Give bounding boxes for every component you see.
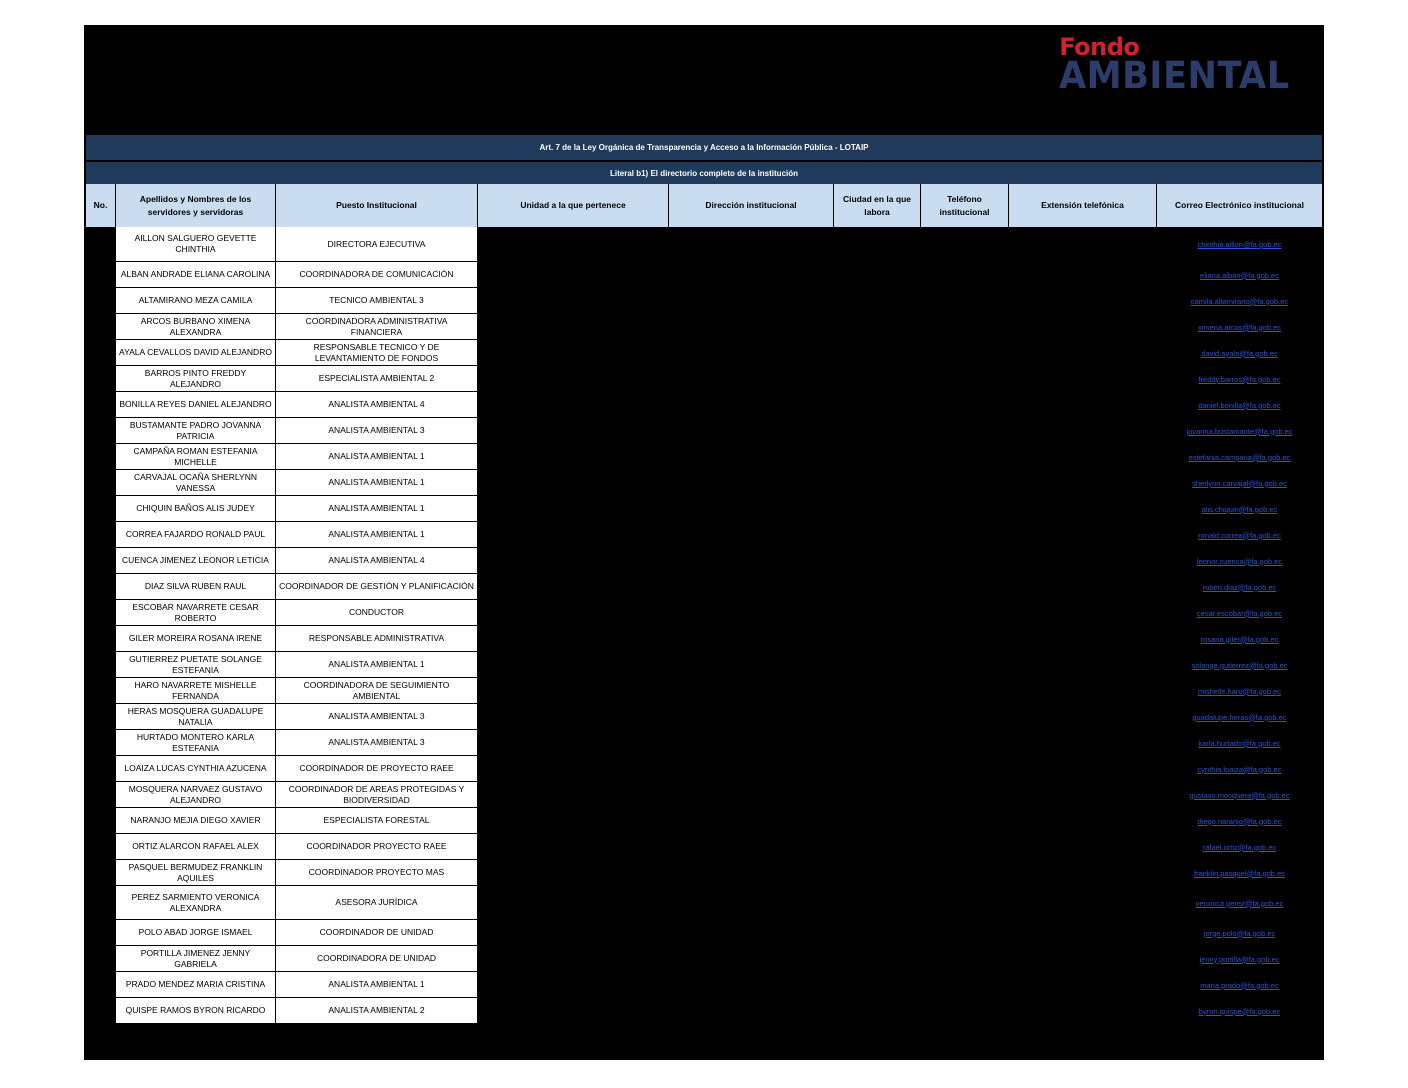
table-row: [116, 782, 1322, 808]
table-row: [116, 227, 1322, 262]
employee-position: COORDINADORA ADMINISTRATIVA FINANCIERA: [276, 314, 478, 340]
employee-name: PEREZ SARMIENTO VERONICA ALEXANDRA: [116, 886, 276, 920]
employee-position: COORDINADORA DE COMUNICACIÓN: [276, 262, 478, 288]
employee-name: CHIQUIN BAÑOS ALIS JUDEY: [116, 496, 276, 522]
empty-cells: [478, 886, 1157, 920]
employee-name: NARANJO MEJIA DIEGO XAVIER: [116, 808, 276, 834]
header-phone: Teléfono institucional: [921, 184, 1009, 227]
employee-position: COORDINADORA DE UNIDAD: [276, 946, 478, 972]
employee-email-link[interactable]: freddy.barros@fa.gob.ec: [1198, 374, 1281, 384]
employee-position: ANALISTA AMBIENTAL 3: [276, 704, 478, 730]
table-row: [116, 600, 1322, 626]
table-row: [116, 920, 1322, 946]
employee-email-link[interactable]: rafael.ortiz@fa.gob.ec: [1202, 842, 1277, 852]
table-row: [116, 444, 1322, 470]
employee-email-link[interactable]: ruben.diaz@fa.gob.ec: [1202, 582, 1277, 592]
empty-cells: [478, 730, 1157, 756]
header-position: Puesto Institucional: [276, 184, 478, 227]
employee-position: ANALISTA AMBIENTAL 4: [276, 548, 478, 574]
employee-name: MOSQUERA NARVAEZ GUSTAVO ALEJANDRO: [116, 782, 276, 808]
employee-position: COORDINADOR DE AREAS PROTEGIDAS Y BIODIVERSIDAD: [276, 782, 478, 808]
employee-position: ANALISTA AMBIENTAL 2: [276, 998, 478, 1024]
table-row: [116, 998, 1322, 1024]
table-row: [116, 626, 1322, 652]
table-row: [116, 860, 1322, 886]
employee-name: BARROS PINTO FREDDY ALEJANDRO: [116, 366, 276, 392]
employee-position: CONDUCTOR: [276, 600, 478, 626]
directory-table-body: [116, 227, 1322, 1024]
table-header: [86, 184, 1322, 227]
employee-name: PASQUEL BERMUDEZ FRANKLIN AQUILES: [116, 860, 276, 886]
employee-email-link[interactable]: diego.naranjo@fa.gob.ec: [1197, 816, 1282, 826]
empty-cells: [478, 262, 1157, 288]
employee-position: COORDINADOR DE UNIDAD: [276, 920, 478, 946]
document-page: [84, 25, 1324, 1060]
employee-name: HURTADO MONTERO KARLA ESTEFANIA: [116, 730, 276, 756]
employee-name: AYALA CEVALLOS DAVID ALEJANDRO: [116, 340, 276, 366]
employee-name: CORREA FAJARDO RONALD PAUL: [116, 522, 276, 548]
empty-cells: [478, 227, 1157, 262]
employee-email-link[interactable]: karla.hurtado@fa.gob.ec: [1198, 738, 1281, 748]
employee-name: QUISPE RAMOS BYRON RICARDO: [116, 998, 276, 1024]
employee-name: CAMPAÑA ROMAN ESTEFANIA MICHELLE: [116, 444, 276, 470]
table-row: [116, 730, 1322, 756]
employee-name: ESCOBAR NAVARRETE CESAR ROBERTO: [116, 600, 276, 626]
employee-email-link[interactable]: leonor.cuenca@fa.gob.ec: [1196, 556, 1283, 566]
table-row: [116, 288, 1322, 314]
table-row: [116, 972, 1322, 998]
empty-cells: [478, 652, 1157, 678]
employee-position: ANALISTA AMBIENTAL 1: [276, 522, 478, 548]
table-row: [116, 886, 1322, 920]
employee-email-link[interactable]: chinthia.aillon@fa.gob.ec: [1197, 240, 1282, 249]
employee-email-link[interactable]: cynthia.loaiza@fa.gob.ec: [1197, 764, 1282, 774]
document-subtitle: Literal b1) El directorio completo de la institución: [86, 162, 1322, 184]
employee-email-link[interactable]: byron.quispe@fa.gob.ec: [1198, 1006, 1281, 1016]
employee-name: CUENCA JIMENEZ LEONOR LETICIA: [116, 548, 276, 574]
table-row: [116, 678, 1322, 704]
header-city: Ciudad en la que labora: [834, 184, 921, 227]
empty-cells: [478, 756, 1157, 782]
employee-position: ANALISTA AMBIENTAL 4: [276, 392, 478, 418]
employee-email-link[interactable]: david.ayala@fa.gob.ec: [1201, 348, 1278, 358]
table-row: [116, 392, 1322, 418]
table-row: [116, 652, 1322, 678]
empty-cells: [478, 470, 1157, 496]
table-row: [116, 470, 1322, 496]
logo-top-text: Fondo: [1059, 33, 1140, 61]
empty-cells: [478, 626, 1157, 652]
employee-position: ANALISTA AMBIENTAL 3: [276, 730, 478, 756]
header-email: Correo Electrónico institucional: [1157, 184, 1322, 227]
employee-email-link[interactable]: jorge.polo@fa.gob.ec: [1203, 928, 1276, 938]
empty-cells: [478, 782, 1157, 808]
employee-email-link[interactable]: jovanna.bustamante@fa.gob.ec: [1186, 426, 1293, 436]
empty-cells: [478, 340, 1157, 366]
table-row: [116, 946, 1322, 972]
empty-cells: [478, 444, 1157, 470]
empty-cells: [478, 548, 1157, 574]
empty-cells: [478, 946, 1157, 972]
header-address: Dirección institucional: [669, 184, 834, 227]
empty-cells: [478, 972, 1157, 998]
employee-email-link[interactable]: cesar.escobar@fa.gob.ec: [1196, 608, 1283, 618]
employee-name: BUSTAMANTE PADRO JOVANNA PATRICIA: [116, 418, 276, 444]
employee-position: ANALISTA AMBIENTAL 1: [276, 496, 478, 522]
empty-cells: [478, 574, 1157, 600]
empty-cells: [478, 288, 1157, 314]
employee-position: ANALISTA AMBIENTAL 1: [276, 470, 478, 496]
employee-email-link[interactable]: ronald.correa@fa.gob.ec: [1198, 530, 1281, 540]
table-row: [116, 756, 1322, 782]
empty-cells: [478, 600, 1157, 626]
empty-cells: [478, 860, 1157, 886]
table-row: [116, 808, 1322, 834]
employee-email-link[interactable]: camila.altamirano@fa.gob.ec: [1190, 296, 1289, 306]
empty-cells: [478, 366, 1157, 392]
header-name: Apellidos y Nombres de los servidores y servidoras: [116, 184, 276, 227]
employee-email-link[interactable]: gustavo.mosquera@fa.gob.ec: [1189, 790, 1290, 800]
header-unit: Unidad a la que pertenece: [478, 184, 669, 227]
employee-name: ALTAMIRANO MEZA CAMILA: [116, 288, 276, 314]
employee-name: GILER MOREIRA ROSANA IRENE: [116, 626, 276, 652]
empty-cells: [478, 704, 1157, 730]
employee-position: ESPECIALISTA AMBIENTAL 2: [276, 366, 478, 392]
empty-cells: [478, 522, 1157, 548]
table-row: [116, 574, 1322, 600]
table-row: [116, 262, 1322, 288]
employee-position: ANALISTA AMBIENTAL 3: [276, 418, 478, 444]
employee-position: ANALISTA AMBIENTAL 1: [276, 972, 478, 998]
header-no: No.: [86, 184, 116, 227]
employee-position: ANALISTA AMBIENTAL 1: [276, 444, 478, 470]
employee-name: BONILLA REYES DANIEL ALEJANDRO: [116, 392, 276, 418]
employee-position: ASESORA JURÍDICA: [276, 886, 478, 920]
employee-email-link[interactable]: veronica.perez@fa.gob.ec: [1195, 898, 1284, 908]
employee-position: DIRECTORA EJECUTIVA: [276, 227, 478, 262]
employee-email-link[interactable]: mishelle.haro@fa.gob.ec: [1197, 686, 1282, 696]
employee-position: COORDINADORA DE SEGUIMIENTO AMBIENTAL: [276, 678, 478, 704]
empty-cells: [478, 920, 1157, 946]
empty-cells: [478, 808, 1157, 834]
employee-email-link[interactable]: jenny.portilla@fa.gob.ec: [1199, 954, 1280, 964]
table-row: [116, 314, 1322, 340]
employee-email-link[interactable]: daniel.bonilla@fa.gob.ec: [1198, 400, 1281, 410]
employee-name: ALBAN ANDRADE ELIANA CAROLINA: [116, 262, 276, 288]
empty-cells: [478, 392, 1157, 418]
table-row: [116, 366, 1322, 392]
employee-position: COORDINADOR PROYECTO MAS: [276, 860, 478, 886]
logo-bottom-text: AMBIENTAL: [1059, 54, 1290, 97]
employee-email-link[interactable]: eliana.alban@fa.gob.ec: [1200, 270, 1279, 280]
table-row: [116, 704, 1322, 730]
employee-email-link[interactable]: franklin.pasquel@fa.gob.ec: [1193, 868, 1285, 878]
table-row: [116, 496, 1322, 522]
employee-email-link[interactable]: solange.gutierrez@fa.gob.ec: [1191, 660, 1288, 670]
employee-name: AILLON SALGUERO GEVETTE CHINTHIA: [116, 227, 276, 262]
employee-email-link[interactable]: alis.chiquin@fa.gob.ec: [1201, 504, 1278, 514]
employee-email-link[interactable]: sherlynn.carvajal@fa.gob.ec: [1192, 478, 1287, 488]
empty-cells: [478, 496, 1157, 522]
employee-name: ORTIZ ALARCON RAFAEL ALEX: [116, 834, 276, 860]
employee-name: LOAIZA LUCAS CYNTHIA AZUCENA: [116, 756, 276, 782]
employee-name: HARO NAVARRETE MISHELLE FERNANDA: [116, 678, 276, 704]
employee-position: TECNICO AMBIENTAL 3: [276, 288, 478, 314]
employee-email-link[interactable]: ximena.arcos@fa.gob.ec: [1197, 322, 1282, 332]
employee-email-link[interactable]: maria.prado@fa.gob.ec: [1200, 980, 1279, 990]
employee-email-link[interactable]: guadalupe.heras@fa.gob.ec: [1192, 712, 1287, 722]
empty-cells: [478, 998, 1157, 1024]
fondo-ambiental-logo: [1059, 33, 1302, 97]
employee-email-link[interactable]: estefania.campana@fa.gob.ec: [1188, 452, 1291, 462]
employee-position: ANALISTA AMBIENTAL 1: [276, 652, 478, 678]
document-title: Art. 7 de la Ley Orgánica de Transparencia y Acceso a la Información Pública - LOTAIP: [86, 135, 1322, 160]
employee-name: HERAS MOSQUERA GUADALUPE NATALIA: [116, 704, 276, 730]
employee-name: CARVAJAL OCAÑA SHERLYNN VANESSA: [116, 470, 276, 496]
employee-position: RESPONSABLE ADMINISTRATIVA: [276, 626, 478, 652]
employee-position: COORDINADOR DE PROYECTO RAEE: [276, 756, 478, 782]
empty-cells: [478, 314, 1157, 340]
header-extension: Extensión telefónica: [1009, 184, 1157, 227]
employee-name: POLO ABAD JORGE ISMAEL: [116, 920, 276, 946]
employee-name: PRADO MENDEZ MARIA CRISTINA: [116, 972, 276, 998]
employee-position: ESPECIALISTA FORESTAL: [276, 808, 478, 834]
employee-name: GUTIERREZ PUETATE SOLANGE ESTEFANIA: [116, 652, 276, 678]
table-row: [116, 834, 1322, 860]
employee-name: PORTILLA JIMENEZ JENNY GABRIELA: [116, 946, 276, 972]
table-row: [116, 522, 1322, 548]
employee-position: COORDINADOR PROYECTO RAEE: [276, 834, 478, 860]
empty-cells: [478, 418, 1157, 444]
employee-name: DIAZ SILVA RUBEN RAUL: [116, 574, 276, 600]
employee-name: ARCOS BURBANO XIMENA ALEXANDRA: [116, 314, 276, 340]
empty-cells: [478, 678, 1157, 704]
employee-position: RESPONSABLE TECNICO Y DE LEVANTAMIENTO DE FONDOS: [276, 340, 478, 366]
table-row: [116, 418, 1322, 444]
employee-email-link[interactable]: rosana.giler@fa.gob.ec: [1200, 634, 1279, 644]
table-row: [116, 340, 1322, 366]
employee-position: COORDINADOR DE GESTIÓN Y PLANIFICACIÓN: [276, 574, 478, 600]
table-row: [116, 548, 1322, 574]
empty-cells: [478, 834, 1157, 860]
